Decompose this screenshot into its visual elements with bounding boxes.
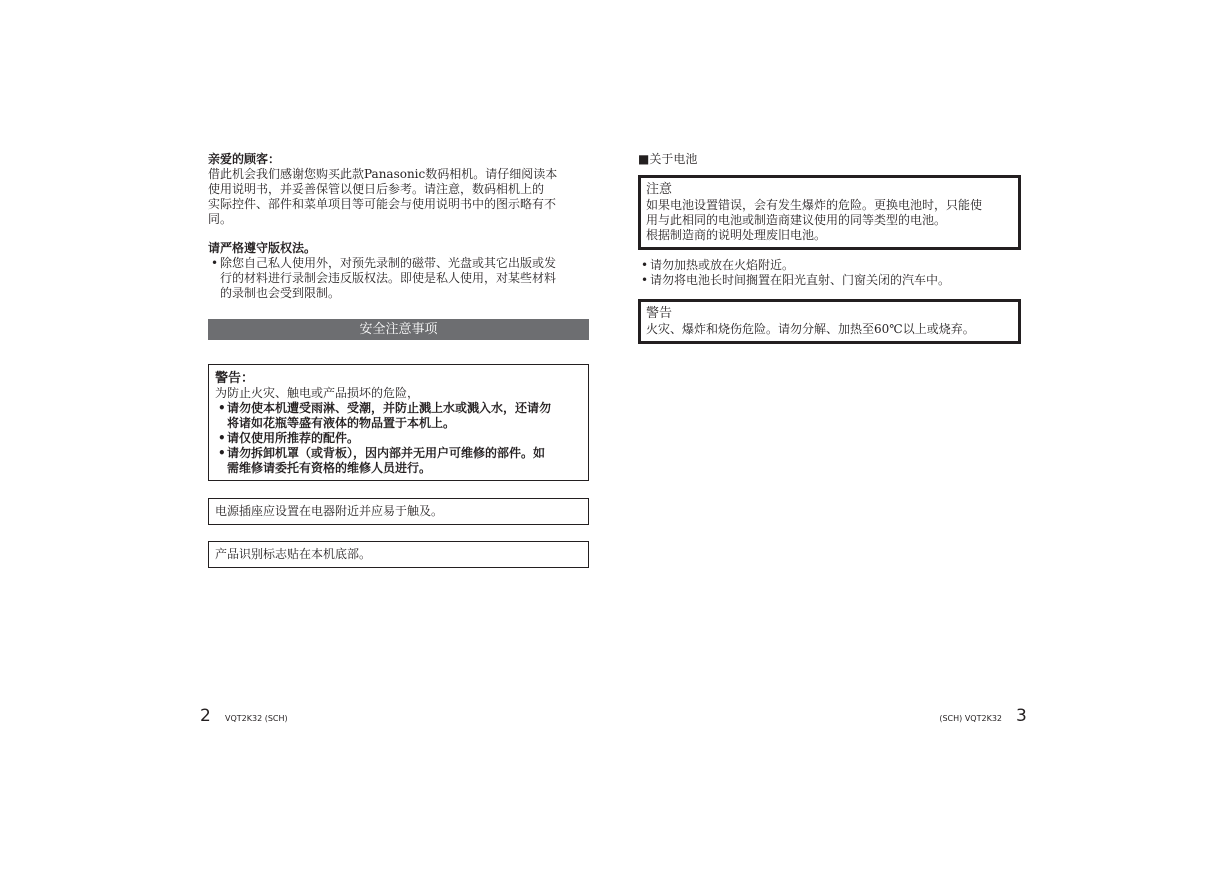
battery-warning-text: 火灾、爆炸和烧伤危险。请勿分解、加热至60℃以上或烧弃。 (646, 322, 975, 336)
copyright-line: 的录制也会受到限制。 (220, 286, 341, 300)
battery-bullet: • 请勿将电池长时间搁置在阳光直射、门窗关闭的汽车中。 (638, 273, 1021, 288)
caution-line: 根据制造商的说明处理废旧电池。 (646, 228, 827, 242)
warning-item (215, 446, 582, 476)
battery-warning-box (638, 299, 1021, 344)
warning-box-title: 警告： (215, 371, 255, 386)
copyright-line: • 除您自己私人使用外，对预先录制的磁带、光盘或其它出版或发 (220, 256, 557, 270)
right-page-column (638, 150, 1021, 344)
warning-box (208, 364, 589, 481)
safety-section-title: 安全注意事项 (208, 319, 589, 340)
warning-box-lead: 为防止火灾、触电或产品损坏的危险， (215, 386, 420, 400)
warning-item-line: 需维修请委托有资格的维修人员进行。 (227, 461, 432, 475)
copyright-item (208, 256, 589, 301)
warning-item-line: • 请勿拆卸机罩（或背板），因内部并无用户可维修的部件。如 (227, 446, 546, 460)
intro-line: 使用说明书，并妥善保管以便日后参考。请注意，数码相机上的 (208, 182, 545, 196)
intro-line: 实际控件、部件和菜单项目等可能会与使用说明书中的图示略有不 (208, 197, 557, 211)
intro-line: 同。 (208, 212, 233, 226)
warning-item-line: • 请勿使本机遭受雨淋、受潮，并防止溅上水或溅入水，还请勿 (227, 401, 552, 415)
right-model-code: (SCH) VQT2K32 (939, 714, 1002, 723)
warning-item (215, 401, 582, 431)
product-label-note: 产品识别标志贴在本机底部。 (208, 541, 589, 568)
caution-line: 用与此相同的电池或制造商建议使用的同等类型的电池。 (646, 213, 947, 227)
greeting-heading: 亲爱的顾客： (208, 152, 281, 166)
intro-paragraph (208, 167, 589, 227)
battery-bullet: • 请勿加热或放在火焰附近。 (638, 258, 1021, 273)
caution-line: 如果电池设置错误，会有发生爆炸的危险。更换电池时，只能使 (646, 198, 983, 212)
power-outlet-note: 电源插座应设置在电器附近并应易于触及。 (208, 498, 589, 525)
caution-box-title: 注意 (646, 182, 673, 197)
battery-heading: ■关于电池 (638, 152, 698, 166)
caution-box-text (646, 198, 1013, 243)
intro-line: 借此机会我们感谢您购买此款Panasonic数码相机。请仔细阅读本 (208, 167, 558, 181)
left-page-number: 2 (200, 706, 211, 726)
caution-box (638, 175, 1021, 250)
left-page-column (208, 150, 589, 568)
copyright-list (208, 256, 589, 301)
warning-box-list (215, 401, 582, 476)
warning-item: • 请仅使用所推荐的配件。 (215, 431, 582, 446)
right-page-number: 3 (1016, 706, 1027, 726)
copyright-line: 行的材料进行录制会违反版权法。即使是私人使用，对某些材料 (220, 271, 557, 285)
battery-bullets (638, 258, 1021, 288)
battery-warning-title: 警告 (646, 306, 673, 321)
warning-item-line: 将诸如花瓶等盛有液体的物品置于本机上。 (227, 416, 456, 430)
copyright-heading: 请严格遵守版权法。 (208, 241, 317, 255)
left-model-code: VQT2K32 (SCH) (225, 714, 288, 723)
